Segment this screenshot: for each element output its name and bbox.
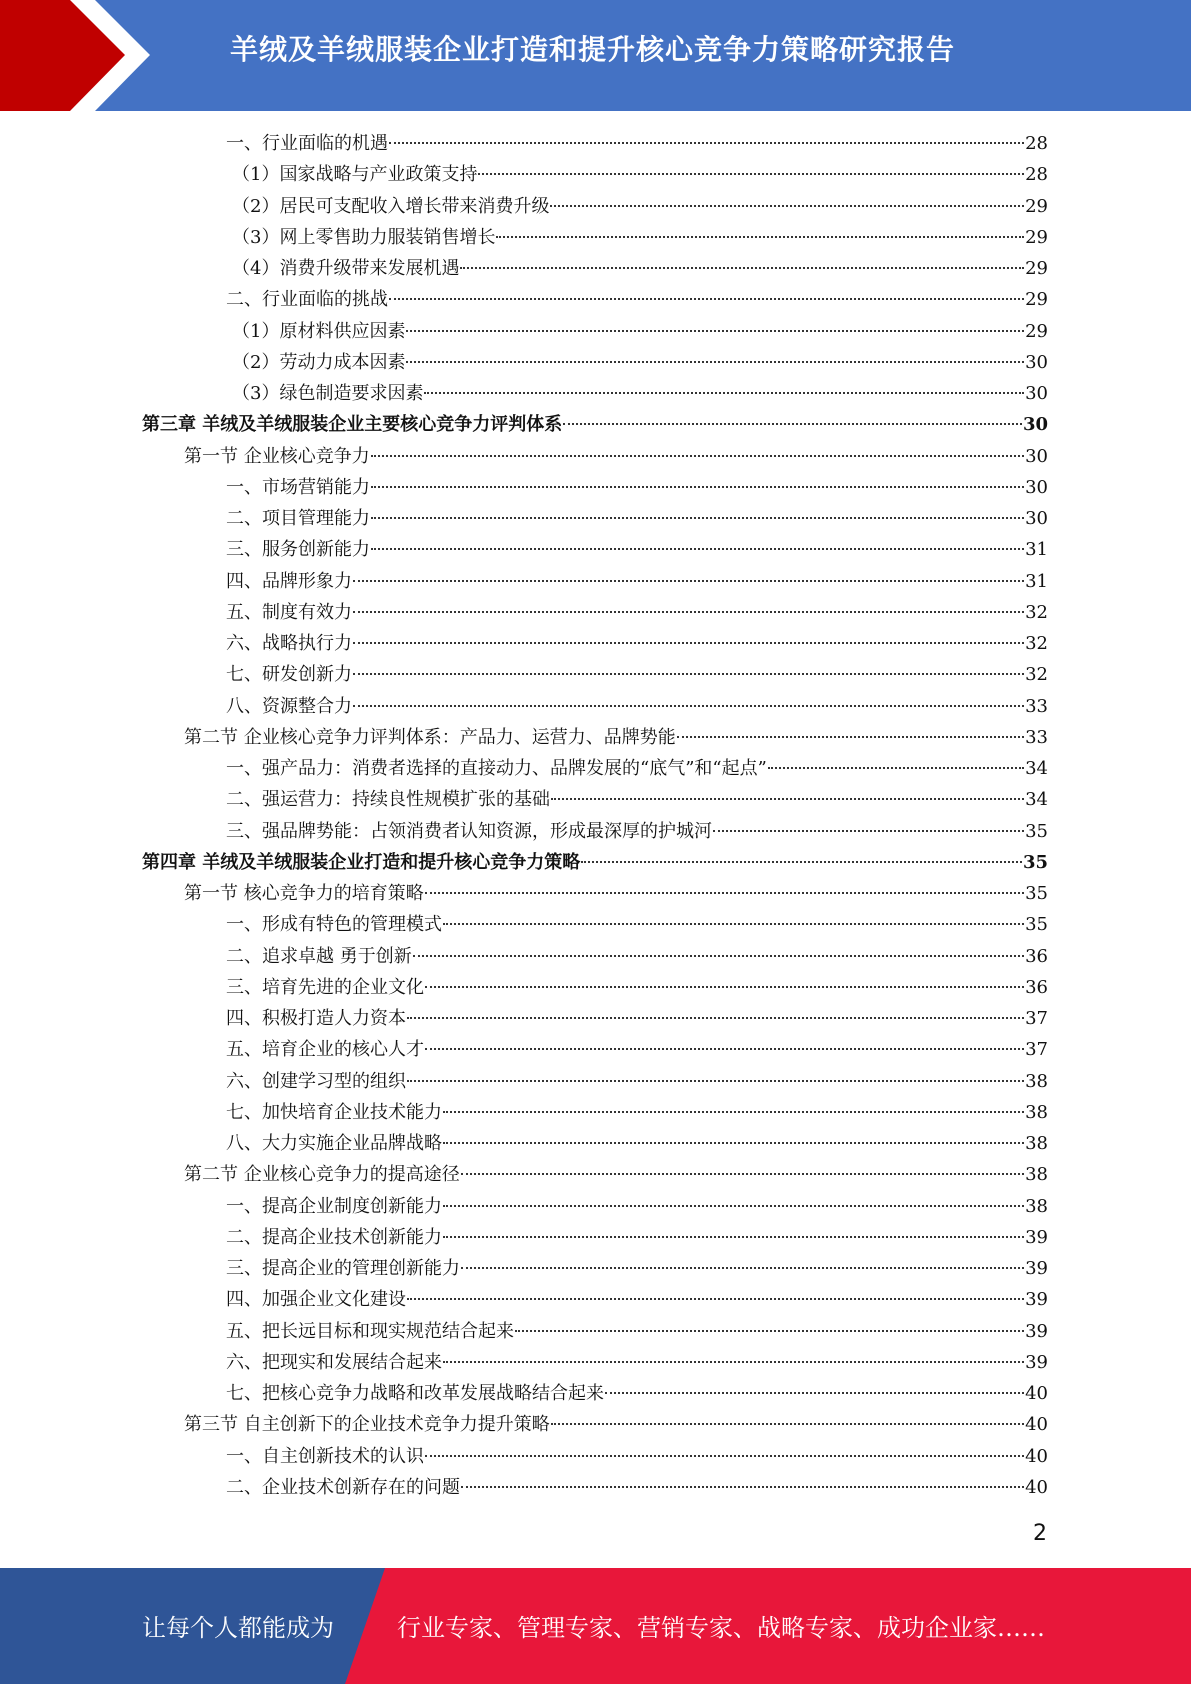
toc-entry-label: 三、服务创新能力 [226, 539, 370, 561]
toc-entry-label: 第三章 羊绒及羊绒服装企业主要核心竞争力评判体系 [142, 414, 563, 436]
toc-entry-label: 八、大力实施企业品牌战略 [226, 1133, 442, 1154]
toc-entry[interactable] [142, 1441, 1048, 1472]
page-number: 2 [1033, 1521, 1047, 1546]
toc-entry[interactable] [142, 1066, 1048, 1097]
toc-leader-dots [353, 673, 1024, 675]
toc-leader-dots [551, 798, 1024, 800]
toc-leader-dots [605, 1392, 1024, 1394]
footer-slogan-left: 让每个人都能成为 [142, 1614, 334, 1642]
toc-entry-page: 39 [1025, 1226, 1048, 1248]
toc-entry[interactable] [142, 378, 1048, 409]
toc-leader-dots [353, 705, 1024, 707]
toc-entry-page: 35 [1025, 914, 1048, 936]
toc-entry[interactable] [142, 1316, 1048, 1347]
toc-entry-page: 40 [1025, 1383, 1048, 1404]
page-header [0, 0, 1191, 111]
toc-entry[interactable] [142, 1003, 1048, 1034]
toc-entry-label: 五、培育企业的核心人才 [226, 1039, 424, 1061]
toc-entry[interactable] [142, 972, 1048, 1003]
toc-entry-page: 39 [1025, 1320, 1048, 1342]
toc-entry-label: 三、提高企业的管理创新能力 [226, 1258, 460, 1279]
toc-leader-dots [460, 267, 1024, 269]
toc-entry-label: （3）网上零售助力服装销售增长 [232, 226, 496, 248]
toc-entry-page: 31 [1025, 570, 1048, 592]
toc-entry-label: 二、强运营力：持续良性规模扩张的基础 [226, 789, 550, 811]
toc-entry[interactable] [142, 1128, 1048, 1159]
toc-entry[interactable] [142, 128, 1048, 159]
toc-entry[interactable] [142, 1472, 1048, 1503]
toc-entry[interactable] [142, 847, 1048, 878]
toc-entry-label: （1）国家战略与产业政策支持 [232, 164, 478, 186]
toc-entry-label: 五、把长远目标和现实规范结合起来 [226, 1320, 514, 1342]
page-footer [0, 1568, 1191, 1684]
toc-entry-label: 八、资源整合力 [226, 695, 352, 717]
toc-leader-dots [677, 736, 1024, 738]
toc-entry-page: 30 [1025, 351, 1048, 373]
toc-entry[interactable] [142, 1222, 1048, 1253]
toc-entry-page: 37 [1025, 1039, 1048, 1061]
toc-entry[interactable] [142, 566, 1048, 597]
toc-entry-label: （4）消费升级带来发展机遇 [232, 258, 460, 279]
toc-entry-page: 35 [1022, 851, 1048, 873]
toc-entry-page: 28 [1025, 133, 1048, 154]
toc-leader-dots [581, 861, 1022, 863]
toc-entry[interactable] [142, 534, 1048, 565]
toc-entry-label: 七、加快培育企业技术能力 [226, 1101, 442, 1123]
toc-entry-page: 33 [1025, 726, 1048, 748]
toc-leader-dots [443, 923, 1024, 925]
toc-leader-dots [425, 892, 1024, 894]
toc-entry[interactable] [142, 628, 1048, 659]
toc-entry-page: 40 [1025, 1445, 1048, 1467]
toc-entry-page: 29 [1025, 289, 1048, 311]
toc-entry-page: 30 [1022, 414, 1048, 436]
toc-entry-label: 二、提高企业技术创新能力 [226, 1226, 442, 1248]
toc-leader-dots [425, 986, 1024, 988]
toc-entry[interactable] [142, 284, 1048, 315]
toc-entry[interactable] [142, 722, 1048, 753]
toc-entry[interactable] [142, 191, 1048, 222]
toc-entry-page: 34 [1025, 789, 1048, 811]
toc-entry[interactable] [142, 222, 1048, 253]
toc-leader-dots [563, 423, 1022, 425]
toc-leader-dots [461, 1486, 1024, 1488]
toc-entry-page: 40 [1025, 1414, 1048, 1436]
toc-entry-label: 第二节 企业核心竞争力的提高途径 [184, 1164, 460, 1186]
toc-entry[interactable] [142, 1378, 1048, 1409]
toc-entry[interactable] [142, 1253, 1048, 1284]
toc-entry-page: 33 [1025, 695, 1048, 717]
toc-entry-page: 36 [1025, 945, 1048, 967]
toc-entry-page: 40 [1025, 1476, 1048, 1498]
toc-leader-dots [424, 392, 1024, 394]
toc-entry-page: 32 [1025, 664, 1048, 686]
toc-entry-label: 二、行业面临的挑战 [226, 289, 388, 311]
toc-entry[interactable] [142, 472, 1048, 503]
toc-entry-label: 三、强品牌势能：占领消费者认知资源，形成最深厚的护城河 [226, 820, 712, 842]
toc-entry-page: 29 [1025, 195, 1048, 217]
toc-leader-dots [371, 548, 1024, 550]
toc-entry-label: 六、创建学习型的组织 [226, 1070, 406, 1092]
toc-entry[interactable] [142, 816, 1048, 847]
toc-leader-dots [443, 1205, 1024, 1207]
toc-entry-page: 32 [1025, 633, 1048, 654]
report-title: 羊绒及羊绒服装企业打造和提升核心竞争力策略研究报告 [230, 33, 956, 66]
toc-entry-page: 34 [1025, 758, 1048, 779]
toc-entry[interactable] [142, 659, 1048, 690]
toc-leader-dots [425, 1048, 1024, 1050]
toc-entry[interactable] [142, 878, 1048, 909]
toc-entry-page: 35 [1025, 820, 1048, 842]
toc-entry-page: 38 [1025, 1133, 1048, 1154]
toc-entry-label: 一、市场营销能力 [226, 476, 370, 498]
toc-entry[interactable] [142, 441, 1048, 472]
toc-leader-dots [407, 1017, 1024, 1019]
toc-entry[interactable] [142, 316, 1048, 347]
toc-leader-dots [407, 1298, 1024, 1300]
toc-entry-page: 28 [1025, 164, 1048, 186]
toc-leader-dots [389, 298, 1024, 300]
toc-entry-page: 30 [1025, 383, 1048, 404]
toc-entry[interactable] [142, 597, 1048, 628]
toc-entry-label: 二、追求卓越 勇于创新 [226, 945, 412, 967]
toc-leader-dots [443, 1236, 1024, 1238]
toc-leader-dots [425, 1455, 1024, 1457]
toc-entry-label: （2）居民可支配收入增长带来消费升级 [232, 195, 550, 217]
toc-entry[interactable] [142, 159, 1048, 190]
toc-entry[interactable] [142, 784, 1048, 815]
toc-leader-dots [407, 1080, 1024, 1082]
toc-entry-label: （2）劳动力成本因素 [232, 351, 406, 373]
toc-entry[interactable] [142, 909, 1048, 940]
toc-entry-label: 二、企业技术创新存在的问题 [226, 1476, 460, 1498]
toc-leader-dots [550, 205, 1024, 207]
toc-entry-page: 30 [1025, 445, 1048, 467]
toc-leader-dots [713, 830, 1024, 832]
toc-entry-label: 四、积极打造人力资本 [226, 1008, 406, 1029]
toc-entry-label: 五、制度有效力 [226, 601, 352, 623]
toc-entry-label: （1）原材料供应因素 [232, 320, 406, 342]
toc-entry-label: 第一节 核心竞争力的培育策略 [184, 883, 424, 904]
toc-entry-label: （3）绿色制造要求因素 [232, 383, 424, 404]
toc-entry[interactable] [142, 941, 1048, 972]
toc-entry-label: 一、强产品力：消费者选择的直接动力、品牌发展的“底气”和“起点” [226, 758, 767, 779]
toc-entry[interactable] [142, 1159, 1048, 1190]
toc-entry-label: 六、战略执行力 [226, 633, 352, 654]
toc-entry-page: 35 [1025, 883, 1048, 904]
toc-leader-dots [551, 1423, 1024, 1425]
toc-entry-label: 一、自主创新技术的认识 [226, 1445, 424, 1467]
toc-leader-dots [371, 455, 1024, 457]
toc-entry[interactable] [142, 1409, 1048, 1440]
toc-entry-label: 一、提高企业制度创新能力 [226, 1195, 442, 1217]
toc-entry-label: 一、形成有特色的管理模式 [226, 914, 442, 936]
toc-entry-label: 四、加强企业文化建设 [226, 1289, 406, 1311]
toc-entry-label: 三、培育先进的企业文化 [226, 976, 424, 998]
toc-leader-dots [371, 517, 1024, 519]
toc-entry-page: 30 [1025, 508, 1048, 529]
toc-leader-dots [353, 642, 1024, 644]
toc-entry-page: 38 [1025, 1101, 1048, 1123]
toc-entry-label: 四、品牌形象力 [226, 570, 352, 592]
toc-leader-dots [353, 580, 1024, 582]
toc-entry-label: 六、把现实和发展结合起来 [226, 1351, 442, 1373]
toc-entry-page: 38 [1025, 1070, 1048, 1092]
toc-leader-dots [371, 486, 1024, 488]
toc-entry-label: 七、研发创新力 [226, 664, 352, 686]
toc-entry-label: 第二节 企业核心竞争力评判体系：产品力、运营力、品牌势能 [184, 726, 676, 748]
toc-entry[interactable] [142, 1097, 1048, 1128]
toc-entry[interactable] [142, 1347, 1048, 1378]
toc-entry-page: 36 [1025, 976, 1048, 998]
toc-entry-page: 29 [1025, 320, 1048, 342]
table-of-contents [142, 128, 1048, 1503]
toc-entry-label: 一、行业面临的机遇 [226, 133, 388, 154]
toc-entry[interactable] [142, 347, 1048, 378]
toc-leader-dots [461, 1173, 1024, 1175]
toc-entry-page: 38 [1025, 1164, 1048, 1186]
toc-leader-dots [461, 1267, 1024, 1269]
toc-entry-page: 39 [1025, 1351, 1048, 1373]
toc-leader-dots [406, 330, 1024, 332]
toc-entry-page: 30 [1025, 476, 1048, 498]
toc-leader-dots [443, 1361, 1024, 1363]
toc-leader-dots [389, 142, 1024, 144]
toc-leader-dots [406, 361, 1024, 363]
toc-entry[interactable] [142, 691, 1048, 722]
toc-entry-page: 29 [1025, 226, 1048, 248]
toc-entry-page: 32 [1025, 601, 1048, 623]
toc-entry-label: 第一节 企业核心竞争力 [184, 445, 370, 467]
toc-entry-label: 二、项目管理能力 [226, 508, 370, 529]
toc-entry[interactable] [142, 253, 1048, 284]
toc-entry-page: 37 [1025, 1008, 1048, 1029]
toc-entry[interactable] [142, 753, 1048, 784]
toc-entry-page: 39 [1025, 1289, 1048, 1311]
toc-entry-label: 七、把核心竞争力战略和改革发展战略结合起来 [226, 1383, 604, 1404]
toc-entry-page: 29 [1025, 258, 1048, 279]
toc-leader-dots [443, 1142, 1024, 1144]
toc-entry[interactable] [142, 503, 1048, 534]
toc-leader-dots [353, 611, 1024, 613]
toc-leader-dots [768, 767, 1024, 769]
toc-entry-page: 39 [1025, 1258, 1048, 1279]
toc-leader-dots [478, 173, 1024, 175]
toc-leader-dots [413, 955, 1024, 957]
toc-leader-dots [515, 1330, 1024, 1332]
toc-leader-dots [496, 236, 1024, 238]
toc-entry[interactable] [142, 1284, 1048, 1315]
toc-entry[interactable] [142, 1034, 1048, 1065]
toc-entry-label: 第四章 羊绒及羊绒服装企业打造和提升核心竞争力策略 [142, 851, 581, 873]
toc-entry-page: 31 [1025, 539, 1048, 561]
toc-entry[interactable] [142, 409, 1048, 440]
footer-slogan-right: 行业专家、管理专家、营销专家、战略专家、成功企业家…… [397, 1614, 1045, 1642]
toc-leader-dots [443, 1111, 1024, 1113]
toc-entry-label: 第三节 自主创新下的企业技术竞争力提升策略 [184, 1414, 550, 1436]
toc-entry-page: 38 [1025, 1195, 1048, 1217]
toc-entry[interactable] [142, 1191, 1048, 1222]
